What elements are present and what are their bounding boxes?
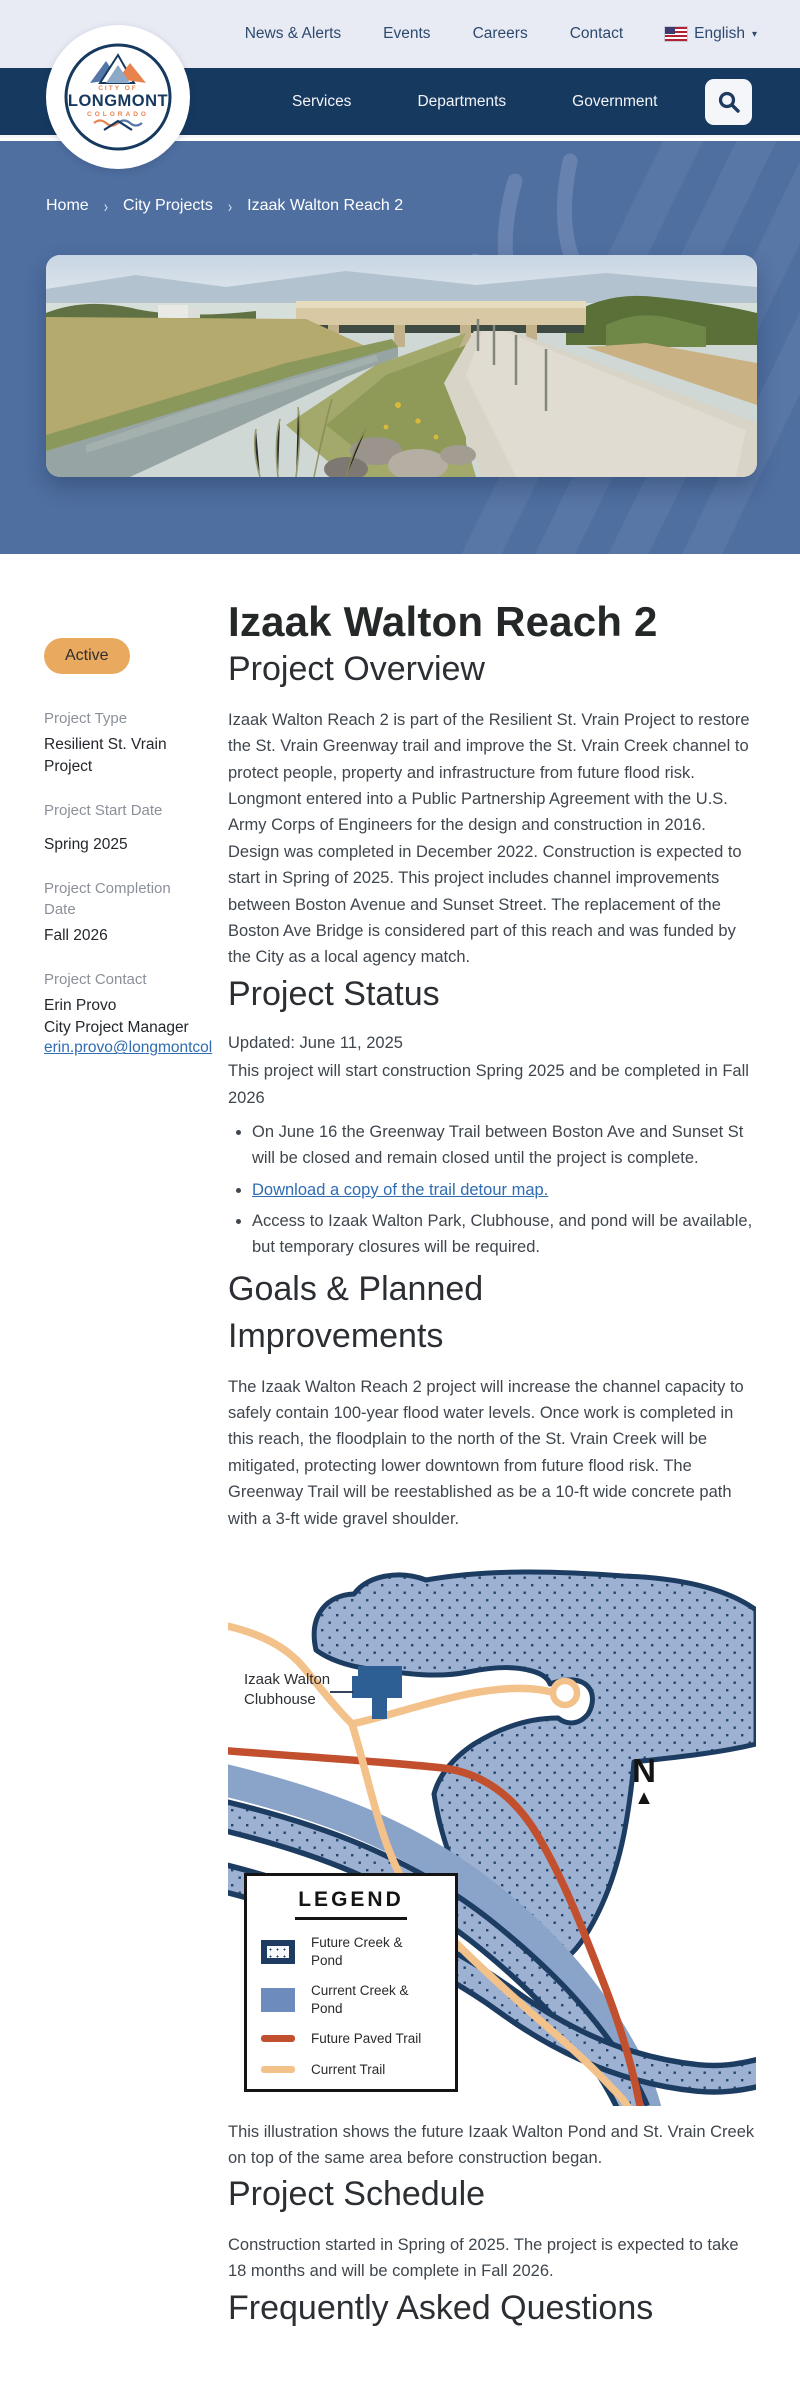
compass-arrow-icon: ▲ — [634, 1787, 654, 1809]
longmont-logo-icon — [60, 39, 176, 155]
page-title: Izaak Walton Reach 2 — [228, 598, 658, 645]
clubhouse-label-line1: Izaak Walton — [244, 1671, 331, 1688]
heading-goals-improvements — [228, 1266, 756, 1360]
contact-name: Erin Provo — [44, 997, 117, 1015]
legend-label: Future Creek & Pond — [311, 1935, 403, 1968]
chevron-right-icon: › — [103, 196, 109, 216]
hero-band — [0, 141, 800, 554]
field-label: Project Contact — [44, 971, 147, 989]
heading-faq: Frequently Asked Questions — [228, 2288, 654, 2327]
clubhouse-label — [244, 1670, 340, 1711]
field-label: Project Type — [44, 710, 128, 727]
heading-project-schedule: Project Schedule — [228, 2175, 486, 2214]
field-completion-date — [44, 878, 220, 948]
map-legend — [244, 1873, 458, 2092]
search-icon — [717, 90, 741, 114]
map-caption — [228, 2120, 756, 2171]
field-project-contact — [44, 969, 220, 1057]
status-badge: Active — [44, 638, 130, 674]
nav-government[interactable]: Government — [572, 92, 658, 110]
legend-label: Current Creek & Pond — [311, 1983, 409, 2016]
field-value: Fall 2026 — [44, 927, 108, 945]
trail-loop — [553, 1681, 577, 1705]
goals-paragraph: The Izaak Walton Reach 2 project will increase the channel capacity to safely contain 100-year flood water levels. Once work is completed in this reach, the floodplain to the north of the St. Vrain Creek will be mitigated, protecting lower downtown from future flood risk. The Greenway Trail will be reestablished as be a 10-ft wide concrete path with a 3-ft wide gravel shoulder. — [228, 1377, 744, 1528]
nav-services[interactable]: Services — [292, 92, 352, 110]
compass-n-label: N — [632, 1752, 656, 1789]
st-vrain-creek-trail-photo — [46, 255, 757, 477]
breadcrumb-current-page: Izaak Walton Reach 2 — [247, 197, 404, 214]
svg-text:CITY OF: CITY OF — [98, 85, 138, 92]
legend-label: Future Paved Trail — [311, 2031, 422, 2047]
contact-email-link[interactable]: erin.provo@longmontcol — [44, 1039, 213, 1057]
legend-item — [261, 2061, 441, 2079]
field-label: Project Start Date — [44, 802, 163, 820]
north-compass — [626, 1754, 662, 1808]
status-bullet: • Access to Izaak Walton Park, Clubhouse, and pond will be available, but temporary closures will be required. — [252, 1208, 756, 1261]
current-trail-swatch — [261, 2066, 295, 2073]
status-bullet-link-item — [252, 1177, 756, 1203]
search-button[interactable] — [705, 79, 752, 125]
status-bullet: • On June 16 the Greenway Trail between Boston Ave and Sunset St will be closed and remain closed until the project is complete. — [252, 1119, 756, 1172]
legend-label: Current Trail — [311, 2061, 386, 2077]
schedule-paragraph: Construction started in Spring of 2025. The project is expected to take 18 months and will be complete in Fall 2026. — [228, 2236, 739, 2281]
status-bullet-list — [228, 1119, 756, 1261]
future-creek-pond-swatch — [261, 1940, 295, 1964]
heading-project-status: Project Status — [228, 974, 440, 1013]
field-label: Project Completion Date — [44, 879, 171, 918]
breadcrumb-home[interactable]: Home — [46, 197, 89, 214]
nav-departments[interactable]: Departments — [417, 92, 507, 110]
chevron-down-icon: ▾ — [751, 28, 757, 40]
legend-item — [261, 1982, 441, 2017]
overview-paragraph: Izaak Walton Reach 2 is part of the Resilient St. Vrain Project to restore the St. Vrain Greenway trail and improve the St. Vrain Creek channel to protect people, property and infrastructure from future flood risk. Longmont entered into a Public Partnership Agreement with the U.S. Army Corps of Engineers for the design and construction in 2016. Design was completed in December 2022. Construction is expected to start in Spring of 2025. This project includes channel improvements between Boston Avenue and Sunset Street. The replacement of the Boston Ave Bridge is considered part of this reach and was funded by the City as a local agency match. — [228, 710, 750, 967]
current-creek-pond-swatch — [261, 1988, 295, 2012]
us-flag-icon — [665, 27, 687, 41]
heading-goals-line2: Improvements — [228, 1316, 444, 1355]
legend-title: LEGEND — [298, 1888, 404, 1911]
svg-text:COLORADO: COLORADO — [87, 111, 149, 118]
nav-news-alerts[interactable]: News & Alerts — [244, 25, 342, 42]
city-logo[interactable] — [46, 25, 190, 169]
contact-title: City Project Manager — [44, 1019, 189, 1037]
nav-contact[interactable]: Contact — [569, 25, 624, 42]
project-sidebar — [44, 638, 220, 1079]
field-start-date — [44, 800, 220, 855]
field-value: Spring 2025 — [44, 835, 128, 853]
legend-title-rule — [295, 1917, 407, 1920]
main-column — [228, 554, 756, 2332]
project-hero-photo — [46, 255, 757, 477]
status-intro: This project will start construction Spring 2025 and be completed in Fall 2026 — [228, 1062, 749, 1107]
nav-careers[interactable]: Careers — [472, 25, 528, 42]
legend-item — [261, 2030, 441, 2048]
breadcrumb — [46, 197, 403, 215]
field-project-type — [44, 708, 220, 778]
project-map-illustration — [228, 1566, 756, 2106]
future-paved-trail-swatch — [261, 2035, 295, 2042]
legend-item — [261, 1934, 441, 1969]
field-value: Resilient St. Vrain Project — [44, 736, 167, 776]
map-caption-line2: on top of the same area before construction began. — [228, 2148, 603, 2167]
detour-map-link[interactable]: Download a copy of the trail detour map. — [252, 1180, 549, 1199]
clubhouse-connector-line — [330, 1691, 354, 1693]
nav-events[interactable]: Events — [383, 25, 431, 42]
svg-text:LONGMONT: LONGMONT — [67, 92, 169, 110]
heading-goals-line1: Goals & Planned — [228, 1269, 484, 1308]
heading-project-overview: Project Overview — [228, 650, 485, 688]
chevron-right-icon: › — [227, 196, 233, 216]
language-selector[interactable] — [665, 25, 757, 43]
language-label: English — [694, 25, 745, 42]
breadcrumb-city-projects[interactable]: City Projects — [123, 197, 213, 214]
status-updated: Updated: June 11, 2025 — [228, 1033, 403, 1052]
clubhouse-label-line2: Clubhouse — [244, 1691, 316, 1709]
page-content — [0, 554, 800, 2332]
map-caption-line1: This illustration shows the future Izaak Walton Pond and St. Vrain Creek — [228, 2123, 755, 2141]
